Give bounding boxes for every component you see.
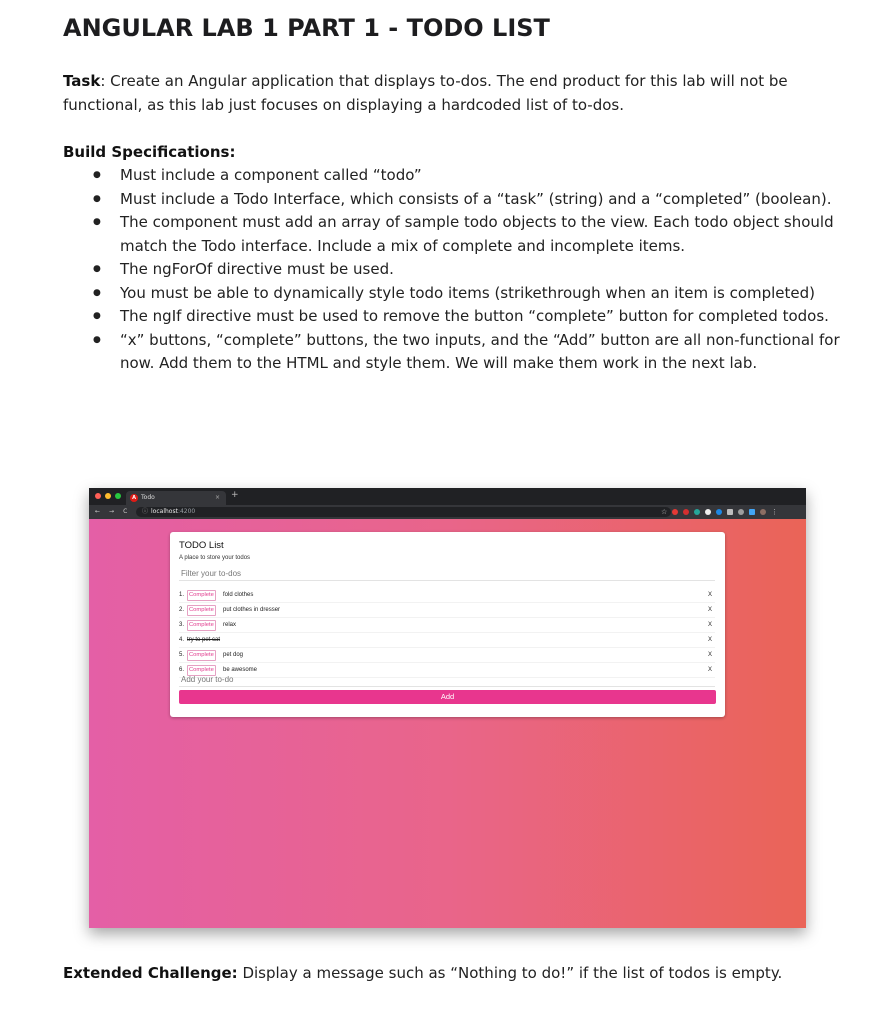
task-label: Task — [63, 72, 101, 90]
back-icon[interactable]: ← — [95, 508, 101, 515]
spec-item: ● Must include a Todo Interface, which consists of a “task” (string) and a “completed” (boolean). — [120, 188, 865, 212]
todo-task: be awesome — [223, 667, 258, 673]
angular-logo-icon: A — [130, 494, 138, 502]
todo-card — [170, 532, 725, 717]
document-title: ANGULAR LAB 1 PART 1 - TODO LIST — [63, 14, 550, 42]
todo-number: 2. — [179, 607, 185, 613]
complete-button[interactable]: Complete — [187, 605, 216, 616]
minimize-window-icon[interactable] — [105, 493, 111, 499]
close-window-icon[interactable] — [95, 493, 101, 499]
todo-task: try to pet cat — [187, 637, 221, 643]
extended-label: Extended Challenge: — [63, 964, 238, 982]
extension-icon[interactable] — [716, 509, 722, 515]
complete-button[interactable]: Complete — [187, 650, 216, 661]
extension-icon[interactable] — [683, 509, 689, 515]
todo-number: 5. — [179, 652, 185, 658]
todo-task: fold clothes — [223, 592, 254, 598]
remove-todo-button[interactable]: X — [707, 592, 712, 598]
extension-icon[interactable] — [705, 509, 711, 515]
remove-todo-button[interactable]: X — [707, 667, 712, 673]
todo-number: 1. — [179, 592, 185, 598]
app-subtitle: A place to store your todos — [179, 555, 251, 561]
todo-task: relax — [223, 622, 237, 628]
todo-item — [179, 648, 715, 663]
todo-task: pet dog — [223, 652, 244, 658]
specs-heading: Build Specifications: — [63, 143, 236, 161]
todo-task: put clothes in dresser — [223, 607, 281, 613]
forward-icon[interactable]: → — [109, 508, 115, 515]
extension-icon[interactable] — [727, 509, 733, 515]
remove-todo-button[interactable]: X — [707, 652, 712, 658]
todo-item — [179, 603, 715, 618]
filter-input[interactable]: Filter your to-dos — [179, 567, 715, 581]
extended-text: Display a message such as “Nothing to do!” if the list of todos is empty. — [237, 964, 783, 982]
extension-icon[interactable] — [738, 509, 744, 515]
window-controls — [95, 493, 121, 499]
bookmark-star-icon[interactable]: ☆ — [661, 508, 668, 516]
todo-item — [179, 633, 715, 648]
complete-button[interactable]: Complete — [187, 590, 216, 601]
task-paragraph — [63, 70, 803, 117]
todo-number: 4. — [179, 637, 185, 643]
task-text: : Create an Angular application that displays to-dos. The end product for this lab will not be functional, as this lab just focuses on displaying a hardcoded list of to-dos. — [63, 72, 788, 114]
complete-button[interactable]: Complete — [187, 665, 216, 676]
reload-icon[interactable]: C — [123, 508, 128, 515]
complete-button[interactable]: Complete — [187, 620, 216, 631]
extension-icon[interactable] — [749, 509, 755, 515]
remove-todo-button[interactable]: X — [707, 637, 712, 643]
avatar[interactable] — [760, 509, 766, 515]
tab-close-icon[interactable]: × — [214, 494, 220, 501]
spec-item: ● The component must add an array of sample todo objects to the view. Each todo object should match the Todo interface. Include a mix of complete and incomplete items. — [120, 211, 865, 258]
nav-buttons — [95, 505, 127, 519]
url-host: localhost — [151, 508, 178, 515]
new-tab-icon[interactable]: + — [231, 490, 239, 500]
screenshot-browser-window — [89, 488, 806, 928]
spec-item: ● “x” buttons, “complete” buttons, the two inputs, and the “Add” button are all non-functional for now. Add them to the HTML and style them. We will make them work in the next lab. — [120, 329, 865, 376]
todo-item — [179, 618, 715, 633]
info-icon[interactable]: ⓘ — [142, 508, 149, 515]
remove-todo-button[interactable]: X — [707, 622, 712, 628]
browser-tab[interactable] — [126, 491, 226, 505]
todo-number: 6. — [179, 667, 185, 673]
more-menu-icon[interactable]: ⋮ — [771, 508, 779, 516]
url-port: :4200 — [177, 508, 196, 515]
todo-number: 3. — [179, 622, 185, 628]
extension-icons — [661, 509, 778, 515]
browser-toolbar — [89, 505, 806, 519]
specs-list — [63, 164, 865, 376]
extension-icon[interactable] — [672, 509, 678, 515]
todo-item — [179, 588, 715, 603]
browser-titlebar — [89, 488, 806, 505]
address-bar[interactable] — [136, 507, 671, 517]
add-todo-input[interactable]: Add your to-do — [179, 673, 715, 687]
remove-todo-button[interactable]: X — [707, 607, 712, 613]
spec-item: ● Must include a component called “todo” — [120, 164, 865, 188]
spec-item: ● You must be able to dynamically style todo items (strikethrough when an item is completed) — [120, 282, 865, 306]
spec-item: ● The ngIf directive must be used to remove the button “complete” button for completed todos. — [120, 305, 865, 329]
spec-item: ● The ngForOf directive must be used. — [120, 258, 865, 282]
add-button[interactable]: Add — [179, 690, 716, 704]
todo-list — [179, 588, 715, 678]
maximize-window-icon[interactable] — [115, 493, 121, 499]
extension-icon[interactable] — [694, 509, 700, 515]
tab-title: Todo — [141, 494, 155, 501]
extended-challenge — [63, 962, 803, 986]
app-title: TODO List — [179, 540, 224, 551]
